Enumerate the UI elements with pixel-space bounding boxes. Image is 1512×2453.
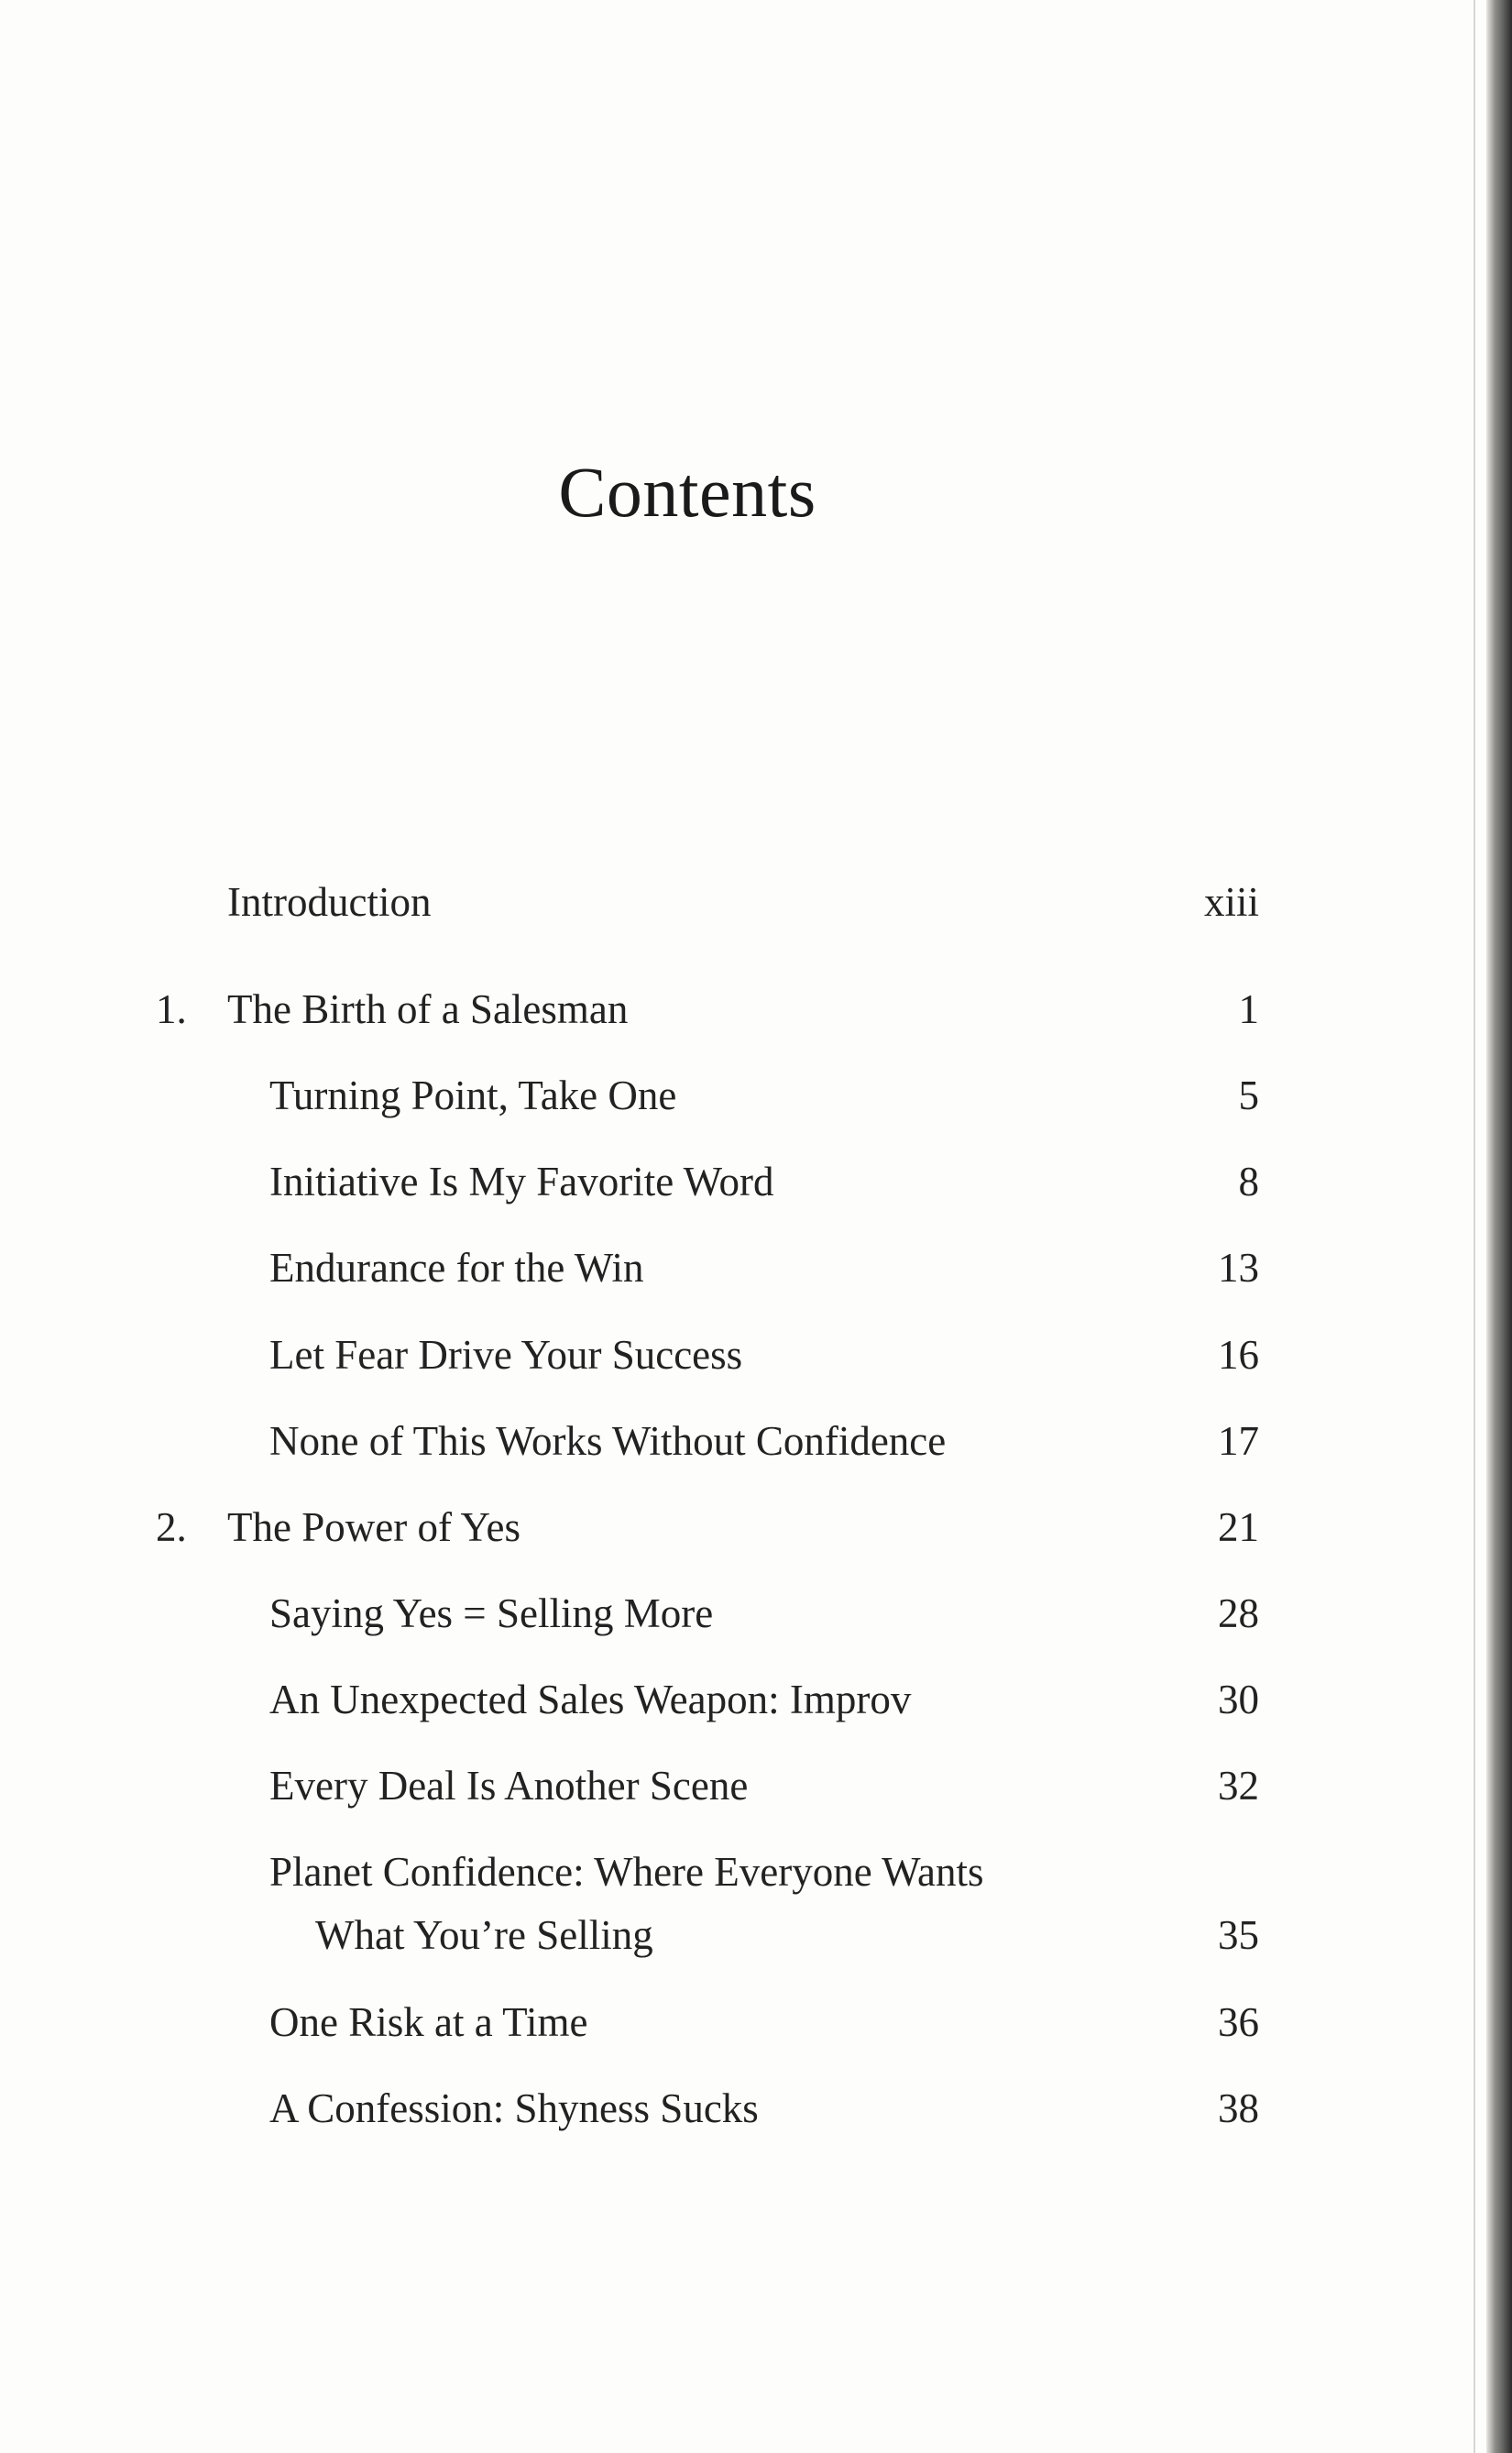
page-title: Contents [558,452,816,532]
toc-entry-label-continuation: What You’re Selling [315,1912,653,1958]
toc-entry-label: Saying Yes = Selling More [269,1590,714,1636]
toc-chapter-number: 2. [156,1504,187,1550]
toc-entry-label: None of This Works Without Confidence [269,1418,947,1464]
toc-entry-page: 17 [1218,1418,1259,1464]
toc-entry-page: 21 [1218,1504,1259,1550]
toc-entry-page: 38 [1218,2085,1259,2131]
toc-entry-label: Every Deal Is Another Scene [269,1763,749,1809]
toc-entry-page: 35 [1218,1912,1259,1958]
toc-entry-page: 28 [1218,1590,1259,1636]
toc-entry-label: Turning Point, Take One [269,1072,677,1118]
toc-entry-page: 13 [1218,1245,1259,1291]
toc-entry-page: xiii [1203,879,1259,925]
toc-chapter-number: 1. [156,986,187,1032]
toc-entry-page: 32 [1218,1763,1259,1809]
toc-entry-page: 5 [1238,1072,1259,1118]
toc-entry-label: Initiative Is My Favorite Word [269,1159,774,1204]
toc-entry-label: Planet Confidence: Where Everyone Wants [269,1849,984,1895]
toc-entry-label: An Unexpected Sales Weapon: Improv [269,1677,912,1722]
toc-entry-page: 36 [1218,1999,1259,2045]
toc-entry-label: The Birth of a Salesman [227,986,629,1032]
toc-entry-page: 16 [1218,1332,1259,1378]
toc-entry-label: Endurance for the Win [269,1245,644,1291]
toc-entry-label: Let Fear Drive Your Success [269,1332,743,1378]
book-binding-shadow [1486,0,1512,2453]
toc-entry-label: Introduction [227,879,432,925]
toc-entry-page: 8 [1238,1159,1259,1204]
toc-entry-label: A Confession: Shyness Sucks [269,2085,759,2131]
toc-entry-label: The Power of Yes [227,1504,520,1550]
toc-entry-label: One Risk at a Time [269,1999,588,2045]
page-edge-line [1474,0,1475,2453]
toc-entry-page: 30 [1218,1677,1259,1722]
toc-entry-page: 1 [1238,986,1259,1032]
